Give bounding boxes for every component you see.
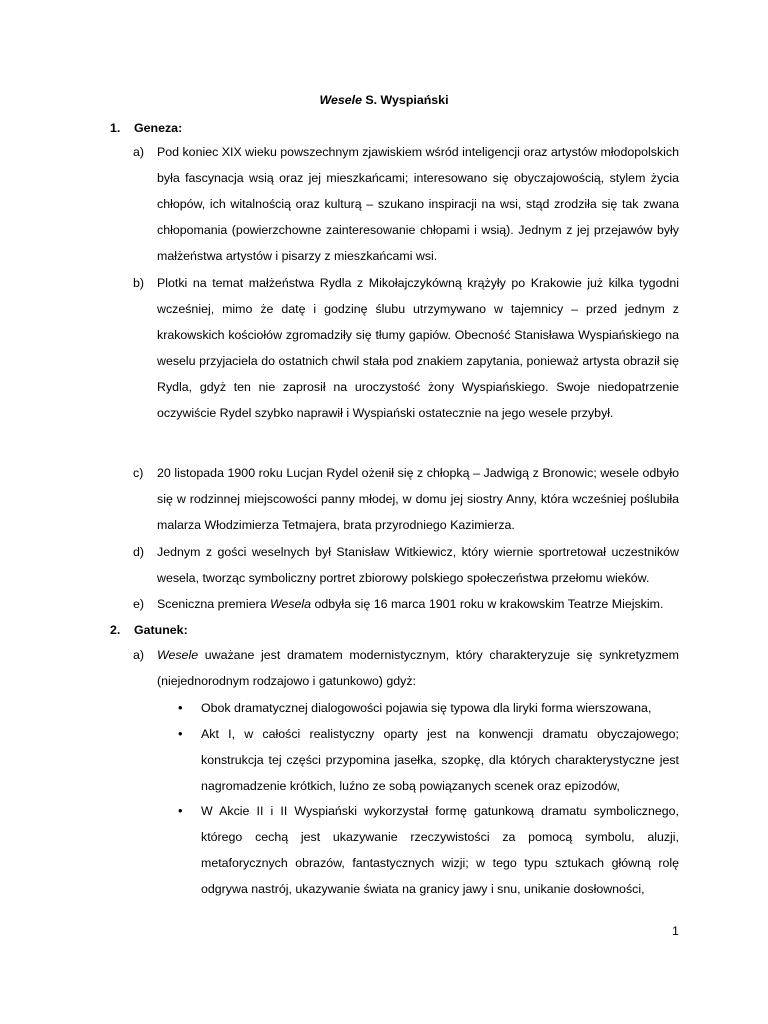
list-item — [133, 460, 679, 538]
list-marker: e) — [133, 597, 145, 611]
section-number: 2. — [110, 623, 121, 637]
list-item — [133, 642, 679, 694]
list-marker: c) — [133, 466, 144, 480]
title-italic: Wesele — [319, 93, 362, 107]
list-item — [133, 539, 679, 591]
bullet-text: Akt I, w całości realistyczny oparty jest na konwencji dramatu obyczajowego; konstrukcja tej części przypomina jasełka, szopkę, dla których charakterystyczne jest nagromadzenie krótkich, luźno ze sobą powiązanych scenek oraz epizodów, — [201, 727, 679, 793]
section-title: Gatunek: — [134, 623, 188, 637]
text-part: Sceniczna premiera — [157, 597, 270, 611]
list-marker: a) — [133, 648, 145, 662]
list-marker: b) — [133, 276, 145, 290]
bullet-text: W Akcie II i II Wyspiański wykorzystał formę gatunkową dramatu symbolicznego, którego cechą jest ukazywanie rzeczywistości za pomocą symbolu, aluzji, metaforycznych obrazów, fantastycznych wizji; w tego typu sztukach główną rolę odgrywa nastrój, ukazywanie świata na granicy jawy i snu, unikanie dosłowności, — [201, 804, 679, 896]
paragraph-text: Plotki na temat małżeństwa Rydla z Mikołajczykówną krążyły po Krakowie już kilka tygodni wcześniej, mimo że datę i godzinę ślubu utrzymywano w tajemnicy – przed jednym z krakowskich kościołów zgromadziły się tłumy gapiów. Obecność Stanisława Wyspiańskiego na weselu przyjaciela do ostatnich chwil stała pod znakiem zapytania, ponieważ artysta obraził się Rydla, gdyż ten nie zaprosił na uroczystość żony Wyspiańskiego. Swoje niedopatrzenie oczywiście Rydel szybko naprawił i Wyspiański ostatecznie na jego wesele przybył. — [157, 276, 679, 420]
list-item — [133, 139, 679, 269]
italic-title: Wesele — [157, 648, 199, 662]
list-marker: a) — [133, 145, 145, 159]
page-number: 1 — [672, 924, 679, 938]
bullet-icon: • — [178, 726, 183, 741]
section-heading-geneza — [110, 119, 182, 137]
title-rest: S. Wyspiański — [361, 93, 449, 107]
bullet-item — [178, 695, 679, 721]
bullet-icon: • — [178, 803, 183, 818]
section-number: 1. — [110, 121, 121, 135]
italic-title: Wesela — [269, 597, 312, 611]
document-title — [0, 91, 768, 109]
bullet-item — [178, 721, 679, 799]
text-part: uważane jest dramatem modernistycznym, który charakteryzuje się synkretyzmem (niejednorodnym rodzajowo i gatunkowo) gdyż: — [157, 648, 679, 688]
list-marker: d) — [133, 545, 145, 559]
list-item — [133, 270, 679, 426]
bullet-item — [178, 798, 679, 902]
section-title: Geneza: — [134, 121, 183, 135]
list-item — [133, 591, 679, 617]
paragraph-text: Jednym z gości weselnych był Stanisław Witkiewicz, który wiernie sportretował uczestników wesela, tworząc symboliczny portret zbiorowy polskiego społeczeństwa przełomu wieków. — [157, 545, 679, 585]
paragraph-text — [157, 642, 679, 694]
paragraph-text: Pod koniec XIX wieku powszechnym zjawiskiem wśród inteligencji oraz artystów młodopolskich była fascynacja wsią oraz jej mieszkańcami; interesowano się obyczajowością, stylem życia chłopów, ich witalnością oraz kulturą – szukano inspiracji na wsi, stąd zrodziła się tak zwana chłopomania (powierzchowne zainteresowanie chłopami i wsią). Jednym z jej przejawów były małżeństwa artystów i pisarzy z mieszkańcami wsi. — [157, 145, 679, 263]
paragraph-text: 20 listopada 1900 roku Lucjan Rydel ożenił się z chłopką – Jadwigą z Bronowic; wesele odbyło się w rodzinnej miejscowości panny młodej, w domu jej siostry Anny, która wcześniej poślubiła malarza Włodzimierza Tetmajera, brata przyrodniego Kazimierza. — [157, 466, 679, 532]
bullet-text: Obok dramatycznej dialogowości pojawia się typowa dla liryki forma wierszowana, — [201, 701, 652, 715]
bullet-icon: • — [178, 700, 183, 715]
text-part: odbyła się 16 marca 1901 roku w krakowskim Teatrze Miejskim. — [311, 597, 664, 611]
section-heading-gatunek — [110, 621, 188, 639]
paragraph-text — [157, 591, 679, 617]
